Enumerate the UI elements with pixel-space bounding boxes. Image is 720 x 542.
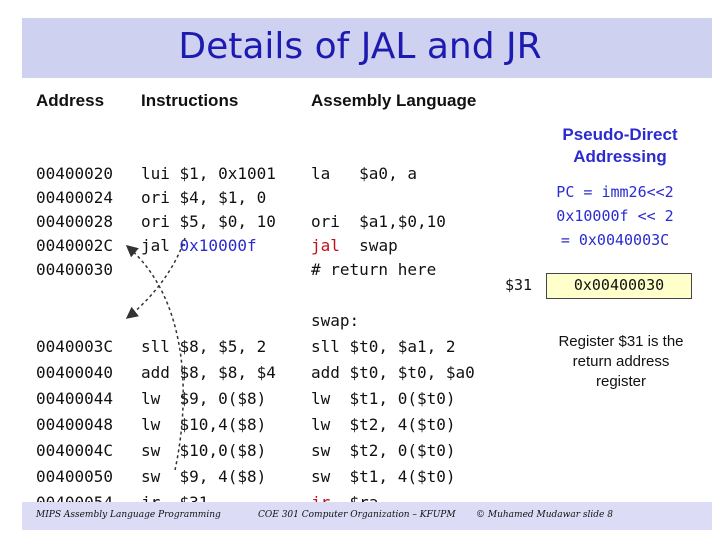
instruction-cell: lui $1, 0x1001 (141, 164, 276, 183)
footer-credit: © Muhamed Mudawar slide 8 (476, 510, 613, 520)
pc-formula (520, 180, 710, 252)
footer-course: MIPS Assembly Language Programming (36, 510, 221, 520)
instruction-cell: lw $10,4($8) (141, 415, 267, 434)
assembly-line: ori $a1,$0,10 (311, 212, 446, 231)
address-cell: 00400024 (36, 188, 114, 207)
address-cell: 00400048 (36, 415, 114, 434)
instruction-cell: add $8, $8, $4 (141, 363, 276, 382)
address-cell: 00400020 (36, 164, 114, 183)
instruction-list-1 (141, 138, 276, 282)
address-cell: 0040004C (36, 441, 114, 460)
assembly-line: la $a0, a (311, 164, 417, 183)
address-list-1 (36, 138, 113, 306)
address-cell: 00400028 (36, 212, 114, 231)
assembly-list-1 (311, 138, 446, 306)
address-cell: 00400044 (36, 389, 114, 408)
pc-formula-line: PC = imm26<<2 (556, 183, 674, 201)
jal-opcode: jal (141, 236, 180, 255)
assembly-line: add $t0, $t0, $a0 (311, 363, 475, 382)
jal-keyword: jal (311, 236, 340, 255)
address-cell: 00400040 (36, 363, 114, 382)
assembly-line: lw $t2, 4($t0) (311, 415, 456, 434)
register-31-label: $31 (505, 276, 533, 294)
instruction-cell-jal (141, 234, 276, 258)
assembly-line: lw $t1, 0($t0) (311, 389, 456, 408)
swap-label: swap: (311, 311, 360, 330)
assembly-line: sw $t1, 4($t0) (311, 467, 456, 486)
pc-formula-line: = 0x0040003C (560, 231, 670, 249)
address-cell: 0040003C (36, 337, 114, 356)
address-cell: 00400030 (36, 260, 114, 279)
pseudo-direct-heading: Pseudo-Direct Addressing (562, 125, 678, 166)
assembly-line-jal (311, 234, 446, 258)
address-header: Address (36, 91, 105, 110)
instruction-cell: sll $8, $5, 2 (141, 337, 267, 356)
assembly-line: sll $t0, $a1, 2 (311, 337, 456, 356)
instruction-cell: sw $9, 4($8) (141, 467, 267, 486)
instruction-cell: ori $4, $1, 0 (141, 188, 267, 207)
jal-target: 0x10000f (179, 236, 257, 255)
register-31-value: 0x00400030 (573, 276, 665, 294)
instruction-cell: sw $10,0($8) (141, 441, 267, 460)
assembly-comment: # return here (311, 260, 437, 279)
assembly-header: Assembly Language (311, 91, 477, 110)
pc-formula-line: 0x10000f << 2 (556, 207, 674, 225)
instructions-header: Instructions (141, 91, 239, 110)
assembly-line-blank (311, 186, 446, 210)
register-note: Register $31 is the return address register (558, 333, 684, 390)
jal-operand: swap (339, 236, 398, 255)
instruction-cell: lw $9, 0($8) (141, 389, 267, 408)
instruction-cell: ori $5, $0, 10 (141, 212, 276, 231)
assembly-line: sw $t2, 0($t0) (311, 441, 456, 460)
address-cell: 0040002C (36, 236, 114, 255)
address-cell: 00400050 (36, 467, 114, 486)
slide-title: Details of JAL and JR (178, 26, 542, 67)
footer-center: COE 301 Computer Organization – KFUPM (258, 510, 456, 520)
